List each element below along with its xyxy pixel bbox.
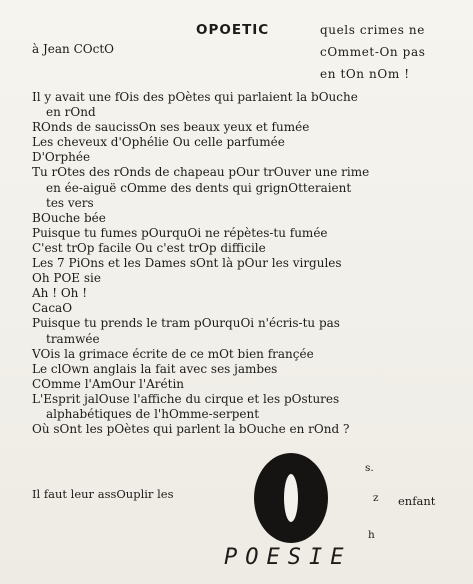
poem-line: C'est trOp facile Ou c'est trOp difficile — [32, 240, 266, 255]
aside-line-1: quels crimes ne — [320, 23, 425, 37]
poem-line: Les cheveux d'Ophélie Ou celle parfumée — [32, 135, 285, 150]
closing-letter-s: s. — [365, 462, 374, 474]
poem-line: Ah ! Oh ! — [32, 286, 88, 301]
poem-line: tes vers — [46, 195, 94, 210]
closing-letter-z: z — [373, 492, 379, 504]
poem-line: alphabétiques de l'hOmme-serpent — [46, 406, 260, 421]
poem-line: D'Orphée — [32, 150, 91, 165]
poem-line: COmme l'AmOur l'Arétin — [32, 376, 185, 391]
closing-letter-h: h — [368, 529, 375, 541]
poem-body — [32, 90, 457, 437]
poem-line: Puisque tu prends le tram pOurquOi n'écris-tu pas — [32, 316, 340, 331]
aside-line-3: en tOn nOm ! — [320, 67, 410, 81]
poem-line: CacaO — [32, 301, 73, 316]
poem-line: Puisque tu fumes pOurquOi ne répètes-tu fumée — [32, 225, 328, 240]
closing-line: Il faut leur assOuplir les — [32, 487, 174, 501]
poem-line: en ée-aiguë cOmme des dents qui grignOtteraient — [46, 180, 352, 195]
poem-line: Les 7 PiOns et les Dames sOnt là pOur les virgules — [32, 256, 342, 271]
poem-line: L'Esprit jalOuse l'affiche du cirque et les pOstures — [32, 391, 340, 406]
poem-line: ROnds de saucissOn ses beaux yeux et fumée — [32, 120, 310, 135]
poem-line: Tu rOtes des rOnds de chapeau pOur trOuver une rime — [32, 165, 370, 180]
poesie-signature: POESIE — [224, 545, 352, 570]
poem-line: Il y avait une fOis des pOètes qui parlaient la bOuche — [32, 90, 358, 104]
big-letter-o — [254, 453, 328, 543]
closing-word-enfant: enfant — [398, 494, 436, 508]
poem-line: Où sOnt les pOètes qui parlent la bOuche en rOnd ? — [32, 422, 350, 437]
poem-line: VOis la grimace écrite de ce mOt bien françée — [32, 346, 314, 361]
poem-line: Le clOwn anglais la fait avec ses jambes — [32, 361, 278, 376]
poem-line: Oh POE sie — [32, 271, 101, 286]
poem-title: OPOETIC — [196, 22, 270, 38]
poem-line: BOuche bée — [32, 210, 106, 225]
dedication: à Jean COctO — [32, 42, 114, 56]
poem-line: en rOnd — [46, 105, 96, 120]
aside-line-2: cOmmet-On pas — [320, 45, 426, 59]
poem-line: tramwée — [46, 331, 100, 346]
